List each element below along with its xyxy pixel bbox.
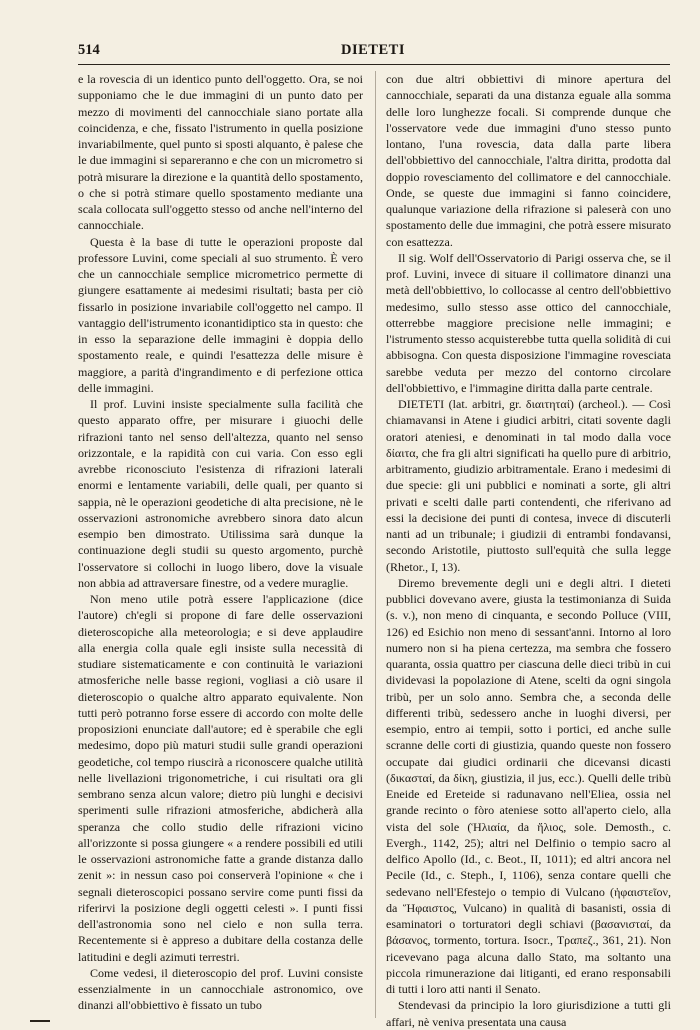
paragraph: e la rovescia di un identico punto dell'oggetto. Ora, se noi supponiamo che le due immagini di un punto dato per mezzo di movimenti del cannocchiale siano portate alla coincidenza, e che, fissato l'istrumento in quella posizione invariabilmente, quel punto si sposti alquanto, è palese che le due immagini si separeranno e che con un micrometro si potrà misurare la direzione e la quantità dello spostamento, o che si potrà stimare quello spostamento mediante una scala collocata sull'oggetto stesso od anche nell'interno del cannocchiale.	[78, 72, 363, 233]
paragraph: Stendevasi da principio la loro giurisdizione a tutti gli affari, nè veniva presentata una causa	[386, 998, 671, 1029]
header-rule	[78, 64, 670, 65]
paragraph: Diremo brevemente degli uni e degli altri. I dieteti pubblici dovevano avere, giusta la testimonianza di Suida (s. v.), non meno di cinquanta, e secondo Polluce (VIII, 126) ed Esichio non meno di sessant'anni. Intorno al loro numero non si ha piena certezza, ma sembra che fossero quaranta, ossia quattro per ciascuna delle dieci tribù in cui dividevasi la popolazione di Atene, scelti da ogni singola tribù, per un solo anno. Sembra che, a seconda delle differenti tribù, sedessero anche in luoghi diversi, per esempio, entro ai tempii, sotto i portici, ed anche sulle scranne delle corti di giustizia, quando queste non fossero occupate dai giudici ordinarii che dicevansi dicasti (δικασταί, da δίκη, giustizia, il jus, ecc.). Quelli delle tribù Eneide ed Ereteide si radunavano nell'Eliea, ossia nel grande recinto o fòro ateniese sotto all'aperto cielo, alla vista del sole (Ἡλιαία, da ἥλιος, sole. Demosth., c. Evergh., 1142, 25); altri nel Delfinio o tempio sacro al delfico Apollo (Id., c. Beot., II, 1011); ed altri ancora nel Pecile (Id., c. Steph., I, 1106), senza contare quelli che sedevano nell'Efestejo o tempio di Vulcano (ἡφαιστεῖον, da Ἥφαιστος, Vulcano) in qualità di basanisti, ossia di esaminatori o torturatori degli schiavi (βασανισταί, da βάσανος, tormento, tortura. Isocr., Τραπεζ., 361, 21). Non ricevevano paga alcuna dallo Stato, ma soltanto una piccola rimunerazione dai litiganti, ed erano responsabili di tutti i loro atti nanti il Senato.	[386, 575, 671, 996]
left-column	[78, 71, 363, 1014]
running-title: DIETETI	[341, 42, 405, 58]
right-column	[386, 71, 671, 1030]
paragraph: Il prof. Luvini insiste specialmente sulla facilità che questo apparato offre, per misurare i giuochi delle rifrazioni tanto nel senso dell'altezza, quanto nel senso orizzontale, e la rapidità con cui varia. Con esso egli avrebbe riconosciuto l'esistenza di rifrazioni laterali enormi e lentamente variabili, delle quali, per quanto si sappia, nè le operazioni geodetiche di alta precisione, nè le osservazioni astronomiche avrebbero sinora dato alcun esempio ben dimostrato. Utilissima sarà dunque la continuazione degli studii su questo argomento, purchè l'osservatore si collochi in luogo libero, dove la visuale non abbia ad attraversare finestre, od a vedere muraglie.	[78, 397, 363, 590]
paragraph: Il sig. Wolf dell'Osservatorio di Parigi osserva che, se il prof. Luvini, invece di situare il collimatore dinanzi una metà dell'obbiettivo, lo collocasse al centro dell'obbiettivo medesimo, sullo stesso asse ottico del cannocchiale, otterrebbe maggiore precisione nelle immagini; e l'istrumento stesso acquisterebbe tutta quella solidità di cui abbisogna. Con questa disposizione l'immagine rovesciata sarebbe veduta per mezzo del contorno circolare dell'obbiettivo, e l'immagine diritta dalla parte centrale.	[386, 250, 671, 395]
entry-dieteti: DIETETI (lat. arbitri, gr. διαιτηταί) (archeol.). — Così chiamavansi in Atene i giudici arbitri, citati sovente dagli oratori ateniesi, e denominati in tal modo dalla voce δίαιτα, che fra gli altri significati ha quello pure di arbitrio, arbitramento, giudizio arbitramentale. Erano i medesimi di due specie: gli uni pubblici e nominati a sorte, gli altri privati e scelti dalle parti contendenti, che riferivano ad essi la decisione dei punti di contesa, invece di discuterli nanti ad un tribunale; i giudizii di entrambi fondavansi, secondo Aristotile, piuttosto sull'equità che sulla legge (Rhetor., I, 13).	[386, 397, 671, 574]
page-header	[78, 42, 668, 62]
footer-mark	[30, 1020, 50, 1022]
page-number: 514	[78, 42, 100, 58]
column-divider	[375, 71, 376, 1018]
paragraph: con due altri obbiettivi di minore apertura del cannocchiale, separati da una distanza eguale alla somma delle loro lunghezze focali. Si comprende dunque che l'osservatore vede due immagini d'uno stesso punto lontano, l'una rovescia, data dalla parte libera dell'obbiettivo del cannocchiale, l'altra diritta, prodotta dal doppio rovesciamento del collimatore e del cannocchiale. Onde, se queste due immagini si fanno coincidere, qualunque variazione della rifrazione si paleserà con uno spostamento delle due immagini, che potrà essere misurato con esattezza.	[386, 72, 671, 249]
paragraph: Non meno utile potrà essere l'applicazione (dice l'autore) ch'egli si propone di fare delle osservazioni dieteroscopiche alla meteorologia; e si deve applaudire alla energia colla quale egli insiste sulla necessità di studiare sistematicamente e con continuità le variazioni atmosferiche nelle basse regioni, vogliasi a ciò usare il dieteroscopio o qualche altro apparato equivalente. Non tutti però potranno forse essere di accordo con molte delle proposizioni enunciate dall'autore; ed è sperabile che egli medesimo, dopo più maturi studii sulle grandi operazioni geodetiche, col tempo riuscirà a riconoscere qualche utilità nelle livellazioni trigonometriche, i cui risultati ora gli sembrano senza alcun valore; dietro più lunghi e decisivi sperimenti sulle rifrazioni atmosferiche, abdicherà alla speranza che collo studio delle rifrazioni vicino all'orizzonte si possa giungere « a rendere possibili ed utili le osservazioni astronomiche fatte a grande distanza dallo zenit »: in nessun caso poi conserverà l'opinione « che i segnali dieteroscopici possano servire come punti fissi da riferirvi la posizione degli oggetti celesti ». I punti fissi dell'astronomia sono nel cielo e non sulla terra. Recentemente si è appreso a dubitare della costanza delle latitudini e degli azimuti terrestri.	[78, 592, 363, 964]
paragraph: Questa è la base di tutte le operazioni proposte dal professore Luvini, come speciali al suo strumento. È vero che un cannocchiale semplice micrometrico permette di giungere esattamente ai medesimi risultati; basta per ciò fissarlo in posizione invariabile coll'oggetto nel campo. Il vantaggio dell'istrumento iconantidiptico sta in questo: che in esso la separazione delle immagini è doppia dello spostamento reale, e quindi l'esattezza delle misure è maggiore, a parità d'ingrandimento e di perfezione ottica delle immagini.	[78, 234, 363, 395]
paragraph: Come vedesi, il dieteroscopio del prof. Luvini consiste essenzialmente in un cannocchiale astronomico, ove dinanzi all'obbiettivo è fissato un tubo	[78, 965, 363, 1013]
